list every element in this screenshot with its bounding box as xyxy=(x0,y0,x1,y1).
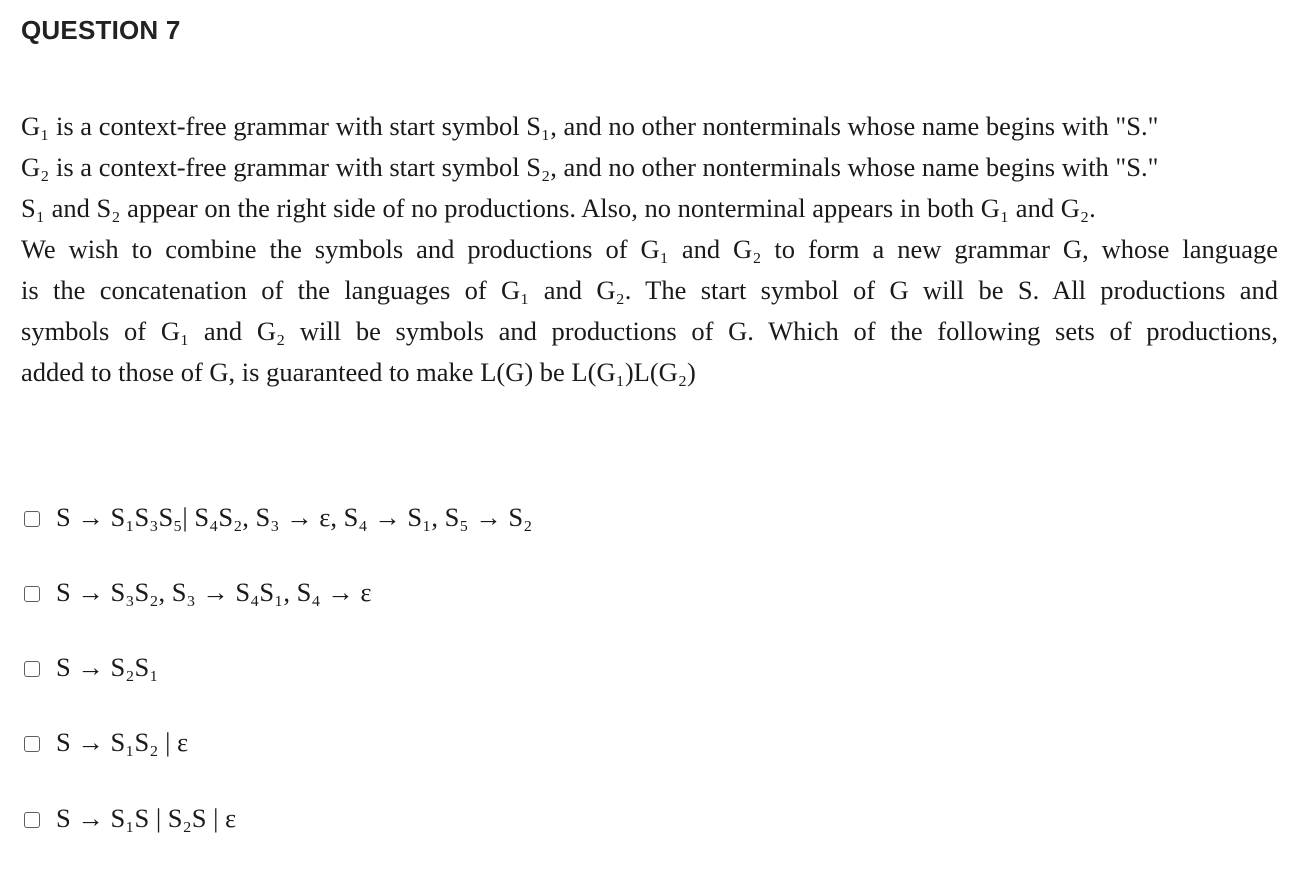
answer-option[interactable] xyxy=(24,798,236,838)
option-label[interactable]: S → S₂S₁ xyxy=(56,651,159,682)
stem-line: S₁ and S₂ appear on the right side of no productions. Also, no nonterminal appears in both G₁ and G₂. xyxy=(21,193,1096,223)
stem-line: is the concatenation of the languages of G₁ and G₂. The start symbol of G will be S. All productions and xyxy=(21,275,1278,305)
checkbox[interactable] xyxy=(24,586,40,602)
stem-line: We wish to combine the symbols and productions of G₁ and G₂ to form a new grammar G, whose language xyxy=(21,234,1278,264)
checkbox[interactable] xyxy=(24,812,40,828)
checkbox[interactable] xyxy=(24,661,40,677)
checkbox[interactable] xyxy=(24,511,40,527)
question-title: QUESTION 7 xyxy=(21,15,181,45)
stem-line: symbols of G₁ and G₂ will be symbols and productions of G. Which of the following sets of productions, xyxy=(21,316,1278,346)
checkbox[interactable] xyxy=(24,736,40,752)
answer-option[interactable] xyxy=(24,572,371,612)
answer-option[interactable] xyxy=(24,497,532,537)
answer-option[interactable] xyxy=(24,722,188,762)
option-label[interactable]: S → S₁S₃S₅| S₄S₂, S₃ → ε, S₄ → S₁, S₅ → S₂ xyxy=(56,501,533,532)
answer-option[interactable] xyxy=(24,647,158,687)
question-stem xyxy=(21,106,1278,393)
option-label[interactable]: S → S₁S₂ | ε xyxy=(56,726,189,757)
stem-line: added to those of G, is guaranteed to make L(G) be L(G₁)L(G₂) xyxy=(21,357,696,387)
option-label[interactable]: S → S₁S | S₂S | ε xyxy=(56,802,237,833)
option-label[interactable]: S → S₃S₂, S₃ → S₄S₁, S₄ → ε xyxy=(56,576,372,607)
stem-line: G₂ is a context-free grammar with start symbol S₂, and no other nonterminals whose name begins with "S." xyxy=(21,152,1159,182)
stem-line: G₁ is a context-free grammar with start symbol S₁, and no other nonterminals whose name begins with "S." xyxy=(21,111,1159,141)
